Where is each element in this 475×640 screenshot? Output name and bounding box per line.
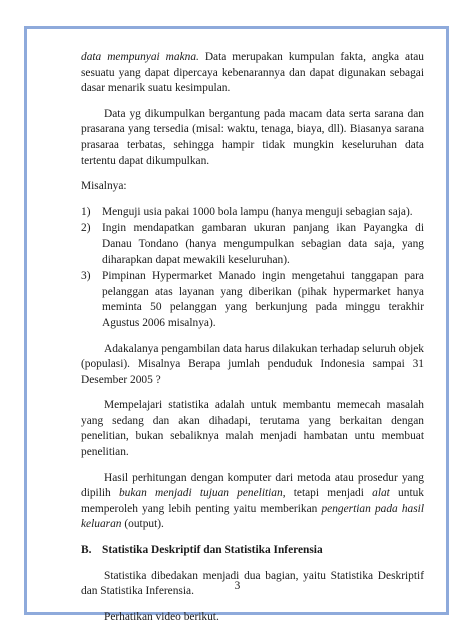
section-heading-number: B. xyxy=(81,544,92,557)
paragraph-video: Perhatikan video berikut. xyxy=(104,610,219,623)
page-number: 3 xyxy=(234,580,241,592)
paragraph-population: Adakalanya pengambilan data harus dilakukan terhadap seluruh objek (populasi). Misalnya Berapa jumlah penduduk Indonesia sampai 31 Desember 2005 ? xyxy=(81,342,424,386)
results-text-2: , tetapi menjadi xyxy=(282,487,373,500)
list-item-number: 3) xyxy=(81,270,91,283)
list-item-text: Menguji usia pakai 1000 bola lampu (hanya menguji sebagian saja). xyxy=(102,205,413,218)
examples-list xyxy=(81,205,424,332)
results-text-4: (output). xyxy=(121,518,164,531)
list-item xyxy=(81,205,424,221)
results-text-1: Hasil perhitungan dengan komputer dari metoda atau prosedur yang dipilih xyxy=(81,471,424,500)
document-body xyxy=(81,50,424,625)
section-heading xyxy=(81,543,424,559)
paragraph-statistics: Mempelajari statistika adalah untuk membantu memecah masalah yang sedang dan akan dihadapi, terutama yang berkaitan dengan penelitian, bukan sebaliknya malah menjadi hambatan untu membuat penelitian. xyxy=(81,399,424,459)
list-item xyxy=(81,221,424,268)
list-item-text: Ingin mendapatkan gambaran ukuran panjang ikan Payangka di Danau Tondano (hanya mengumpulkan sebagian data saja, yang diharapkan dapat mewakili keseluruhan). xyxy=(102,222,424,266)
intro-paragraph xyxy=(81,50,424,97)
list-item-text: Pimpinan Hypermarket Manado ingin mengetahui tanggapan para pelanggan atas layanan yang diberikan (pihak hypermarket hanya meminta 50 pelanggan yang berkunjung pada minggu terakhir Agustus 2006 misalnya). xyxy=(102,270,424,329)
results-italic-3: pengertian pada hasil keluaran xyxy=(81,502,424,531)
list-item-number: 1) xyxy=(81,205,91,218)
results-italic-2: alat xyxy=(372,487,390,500)
results-italic-1: bukan menjadi tujuan penelitian xyxy=(118,487,283,500)
results-text-3: untuk memperoleh yang lebih penting yaitu memberikan xyxy=(81,487,424,515)
intro-italic: data mempunyai makna. xyxy=(81,51,199,63)
intro-text: Data merupakan kumpulan fakta, angka atau sesuatu yang dapat dipercaya kebenarannya dan dapat digunakan sebagai dasar menarik suatu kesimpulan. xyxy=(81,51,425,95)
paragraph-divided: Statistika dibedakan menjadi dua bagian, yaitu Statistika Deskriptif dan Statistika Inferensia. xyxy=(81,569,424,598)
paragraph-data-depends: Data yg dikumpulkan bergantung pada macam data serta sarana dan prasarana yang tersedia (misal: waktu, tenaga, biaya, dll). Biasanya sarana prasaraa terbatas, sehingga hampir tidak mungkin keseluruhan data tertentu dapat dikumpulkan. xyxy=(81,107,424,167)
examples-label: Misalnya: xyxy=(81,180,127,193)
list-item xyxy=(81,269,424,331)
list-item-number: 2) xyxy=(81,222,91,235)
section-heading-title: Statistika Deskriptif dan Statistika Inferensia xyxy=(102,544,323,557)
paragraph-results xyxy=(81,471,424,533)
